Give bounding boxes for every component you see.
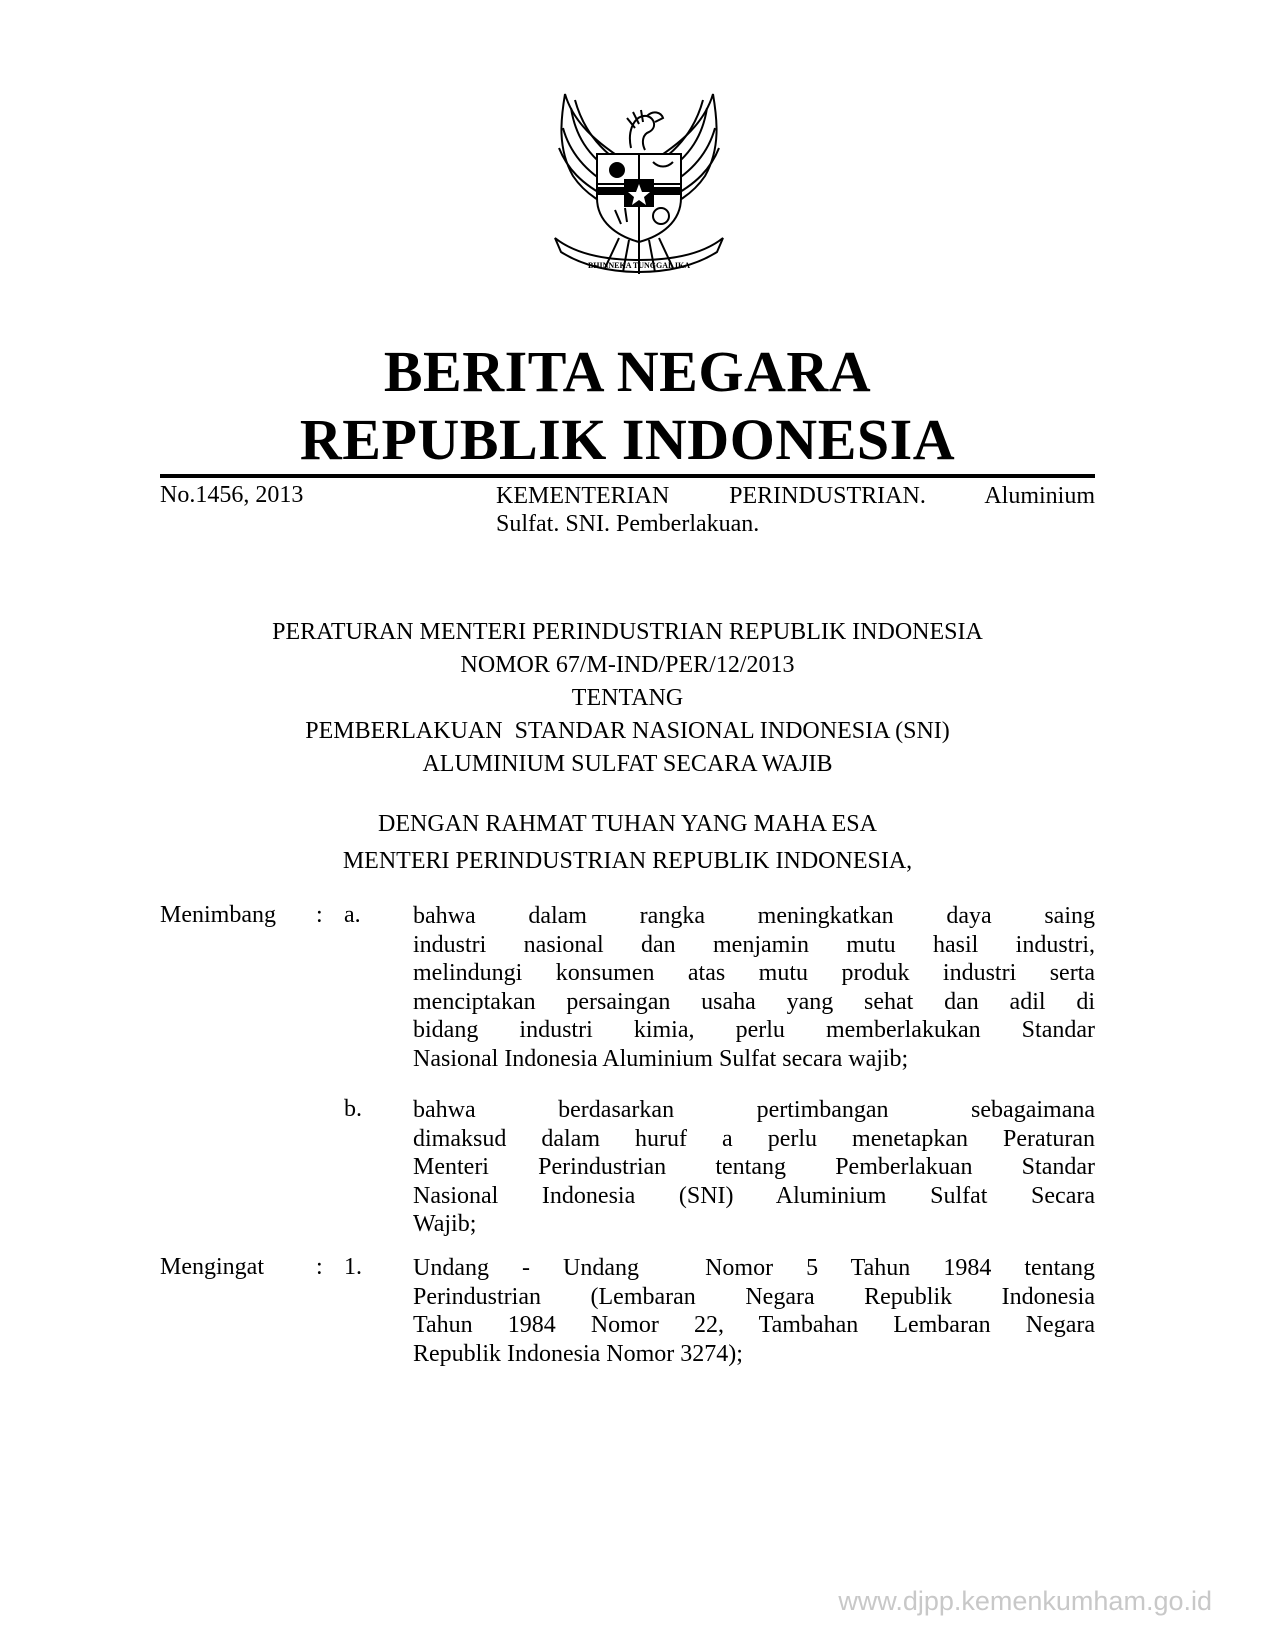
regulation-number: NOMOR 67/M-IND/PER/12/2013 — [460, 652, 795, 678]
mengingat-label: Mengingat — [160, 1254, 264, 1280]
menimbang-marker-b: b. — [344, 1096, 362, 1122]
masthead-title-line2: REPUBLIK INDONESIA — [299, 407, 956, 472]
garuda-emblem — [535, 88, 743, 288]
regulation-subject-line1: PEMBERLAKUAN STANDAR NASIONAL INDONESIA (SNI) — [305, 718, 950, 744]
preamble-line2: MENTERI PERINDUSTRIAN REPUBLIK INDONESIA, — [342, 848, 913, 874]
preamble — [160, 808, 1095, 878]
emblem-motto: BHINNEKA TUNGGAL IKA — [587, 261, 691, 270]
regulation-subject-line2: ALUMINIUM SULFAT SECARA WAJIB — [422, 751, 833, 777]
text-line: Undang - Undang Nomor 5 Tahun 1984 tentang — [413, 1255, 1095, 1281]
regulation-line1: PERATURAN MENTERI PERINDUSTRIAN REPUBLIK INDONESIA — [272, 619, 983, 645]
text-line: Republik Indonesia Nomor 3274); — [413, 1340, 743, 1367]
watermark: www.djpp.kemenkumham.go.id — [838, 1586, 1212, 1616]
text-line: Menteri Perindustrian tentang Pemberlakuan Standar — [413, 1154, 1095, 1180]
text-line: bidang industri kimia, perlu memberlakukan Standar — [413, 1017, 1095, 1043]
mengingat-marker-1: 1. — [344, 1254, 362, 1280]
text-line: dimaksud dalam huruf a perlu menetapkan Peraturan — [413, 1125, 1095, 1152]
issue-subject-line1: KEMENTERIAN PERINDUSTRIAN. Aluminium — [496, 483, 1095, 509]
mengingat-colon: : — [316, 1254, 323, 1280]
text-line: Perindustrian (Lembaran Negara Republik Indonesia — [413, 1283, 1095, 1310]
menimbang-item-a — [413, 902, 1095, 1073]
regulation-title — [160, 616, 1095, 781]
menimbang-item-b — [413, 1096, 1095, 1239]
masthead-title-line1: BERITA NEGARA — [383, 339, 872, 404]
menimbang-label: Menimbang — [160, 902, 276, 928]
mengingat-item-1 — [413, 1254, 1095, 1368]
text-line: melindungi konsumen atas mutu produk industri serta — [413, 960, 1095, 986]
text-line: Wajib; — [413, 1211, 477, 1237]
text-line: Nasional Indonesia (SNI) Aluminium Sulfat Secara — [413, 1182, 1095, 1209]
menimbang-marker-a: a. — [344, 902, 361, 928]
text-line: Nasional Indonesia Aluminium Sulfat secara wajib; — [413, 1045, 909, 1072]
regulation-tentang: TENTANG — [571, 685, 684, 711]
text-line: bahwa berdasarkan pertimbangan sebagaimana — [413, 1097, 1095, 1123]
text-line: industri nasional dan menjamin mutu hasil industri, — [413, 931, 1095, 958]
text-line: Tahun 1984 Nomor 22, Tambahan Lembaran Negara — [413, 1312, 1095, 1338]
issue-number: No.1456, 2013 — [160, 482, 304, 508]
text-line: bahwa dalam rangka meningkatkan daya saing — [413, 903, 1095, 929]
menimbang-colon: : — [316, 902, 323, 928]
masthead-rule — [160, 474, 1095, 478]
text-line: menciptakan persaingan usaha yang sehat dan adil di — [413, 988, 1095, 1015]
issue-subject-line2: Sulfat. SNI. Pemberlakuan. — [496, 511, 760, 537]
issue-subject — [496, 482, 1095, 538]
preamble-line1: DENGAN RAHMAT TUHAN YANG MAHA ESA — [378, 811, 877, 837]
